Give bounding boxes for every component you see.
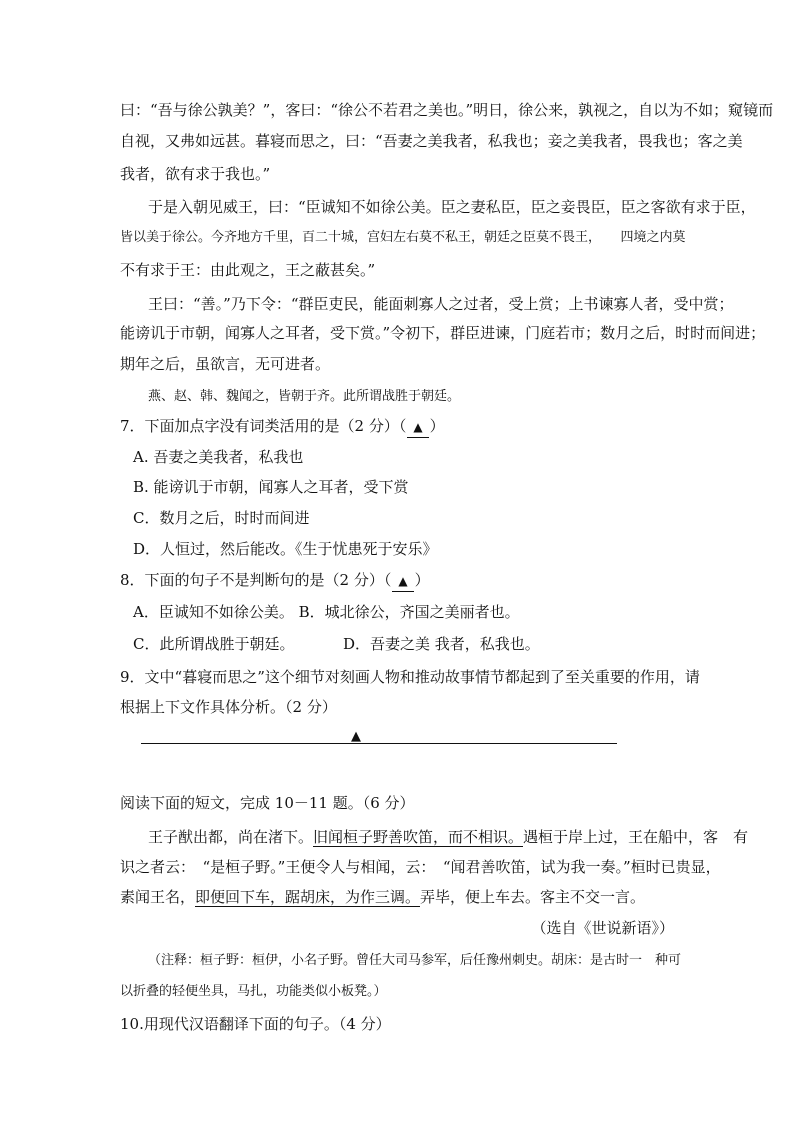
passage-line: 王曰：“善。”乃下令：“群臣吏民，能面刺寡人之过者，受上赏；上书谏寡人者，受中赏；: [148, 295, 734, 313]
underlined-sentence: 旧闻桓子野善吹笛，而不相识。: [313, 828, 524, 846]
answer-blank[interactable]: ▲: [392, 571, 413, 592]
passage-line: 我者，欲有求于我也。”: [120, 165, 271, 183]
passage-line: 于是入朝见威王，曰：“臣诚知不如徐公美。臣之妻私臣，臣之妾畏臣，臣之客欲有求于臣，: [148, 198, 756, 216]
passage-line: 燕、赵、韩、魏闻之，皆朝于齐。此所谓战胜于朝廷。: [148, 389, 461, 404]
answer-blank[interactable]: ▲: [407, 417, 428, 438]
question-stem: 9．文中“暮寝而思之”这个细节对刻画人物和推动故事情节都起到了至关重要的作用，请: [120, 668, 700, 686]
passage-line: 期年之后，虽欲言，无可进者。: [120, 355, 331, 373]
answer-marker: ▲: [351, 729, 361, 744]
question-stem: 8．下面的句子不是判断句的是（2 分）（ ▲ ）: [120, 570, 430, 592]
passage-line: 皆以美于徐公。今齐地方千里，百二十城，宫妇左右莫不私王，朝廷之臣莫不畏王， 四境之内莫: [120, 230, 686, 245]
option-d: D．人恒过，然后能改。《生于忧患死于安乐》: [133, 540, 438, 558]
annotation-line: 以折叠的轻便坐具，马扎，功能类似小板凳。）: [120, 984, 387, 999]
source-citation: （选自《世说新语》）: [531, 919, 674, 937]
passage-line: 识之者云： “是桓子野。”王便令人与相闻，云： “闻君善吹笛，试为我一奏。”桓时已贵显，: [120, 858, 721, 876]
option-b: B. 能谤讥于市朝，闻寡人之耳者，受下赏: [133, 478, 409, 496]
passage-line: 素闻王名，即便回下车，踞胡床，为作三调。弄毕，便上车去。客主不交一言。: [120, 888, 646, 906]
option-c: C．此所谓战胜于朝廷。: [133, 635, 295, 653]
passage-line: 能谤讥于市朝，闻寡人之耳者，受下赏。”令初下，群臣进谏，门庭若市；数月之后，时时而间进；: [120, 324, 766, 342]
option-a: A. 吾妻之美我者，私我也: [133, 448, 304, 466]
passage-line: 不有求于王：由此观之，王之蔽甚矣。”: [120, 261, 376, 279]
underlined-sentence: 即便回下车，踞胡床，为作三调。: [195, 888, 421, 906]
option-a-b: A．臣诚知不如徐公美。 B．城北徐公，齐国之美丽者也。: [133, 603, 520, 621]
answer-line[interactable]: [141, 743, 617, 744]
section-intro: 阅读下面的短文，完成 10－11 题。（6 分）: [120, 794, 415, 812]
annotation-line: （注释：桓子野：桓伊，小名子野。曾任大司马参军，后任豫州刺史。胡床：是古时一 种可: [148, 953, 682, 968]
passage-line: 曰：“吾与徐公孰美？”，客曰：“徐公不若君之美也。”明日，徐公来，孰视之，自以为不如；窥镜而: [120, 101, 774, 119]
passage-line: 王子猷出都，尚在渚下。旧闻桓子野善吹笛，而不相识。遇桓于岸上过，王在船中，客 有: [148, 828, 749, 846]
question-stem-cont: 根据上下文作具体分析。（2 分）: [120, 698, 337, 716]
question-stem: 10.用现代汉语翻译下面的句子。（4 分）: [120, 1015, 391, 1033]
option-c: C．数月之后，时时而间进: [133, 509, 310, 527]
question-stem: 7．下面加点字没有词类活用的是（2 分）（ ▲ ）: [120, 416, 445, 438]
option-d: D．吾妻之美 我者，私我也。: [343, 635, 540, 653]
passage-line: 自视，又弗如远甚。暮寝而思之，曰：“吾妻之美我者，私我也；妾之美我者，畏我也；客之美: [120, 132, 743, 150]
